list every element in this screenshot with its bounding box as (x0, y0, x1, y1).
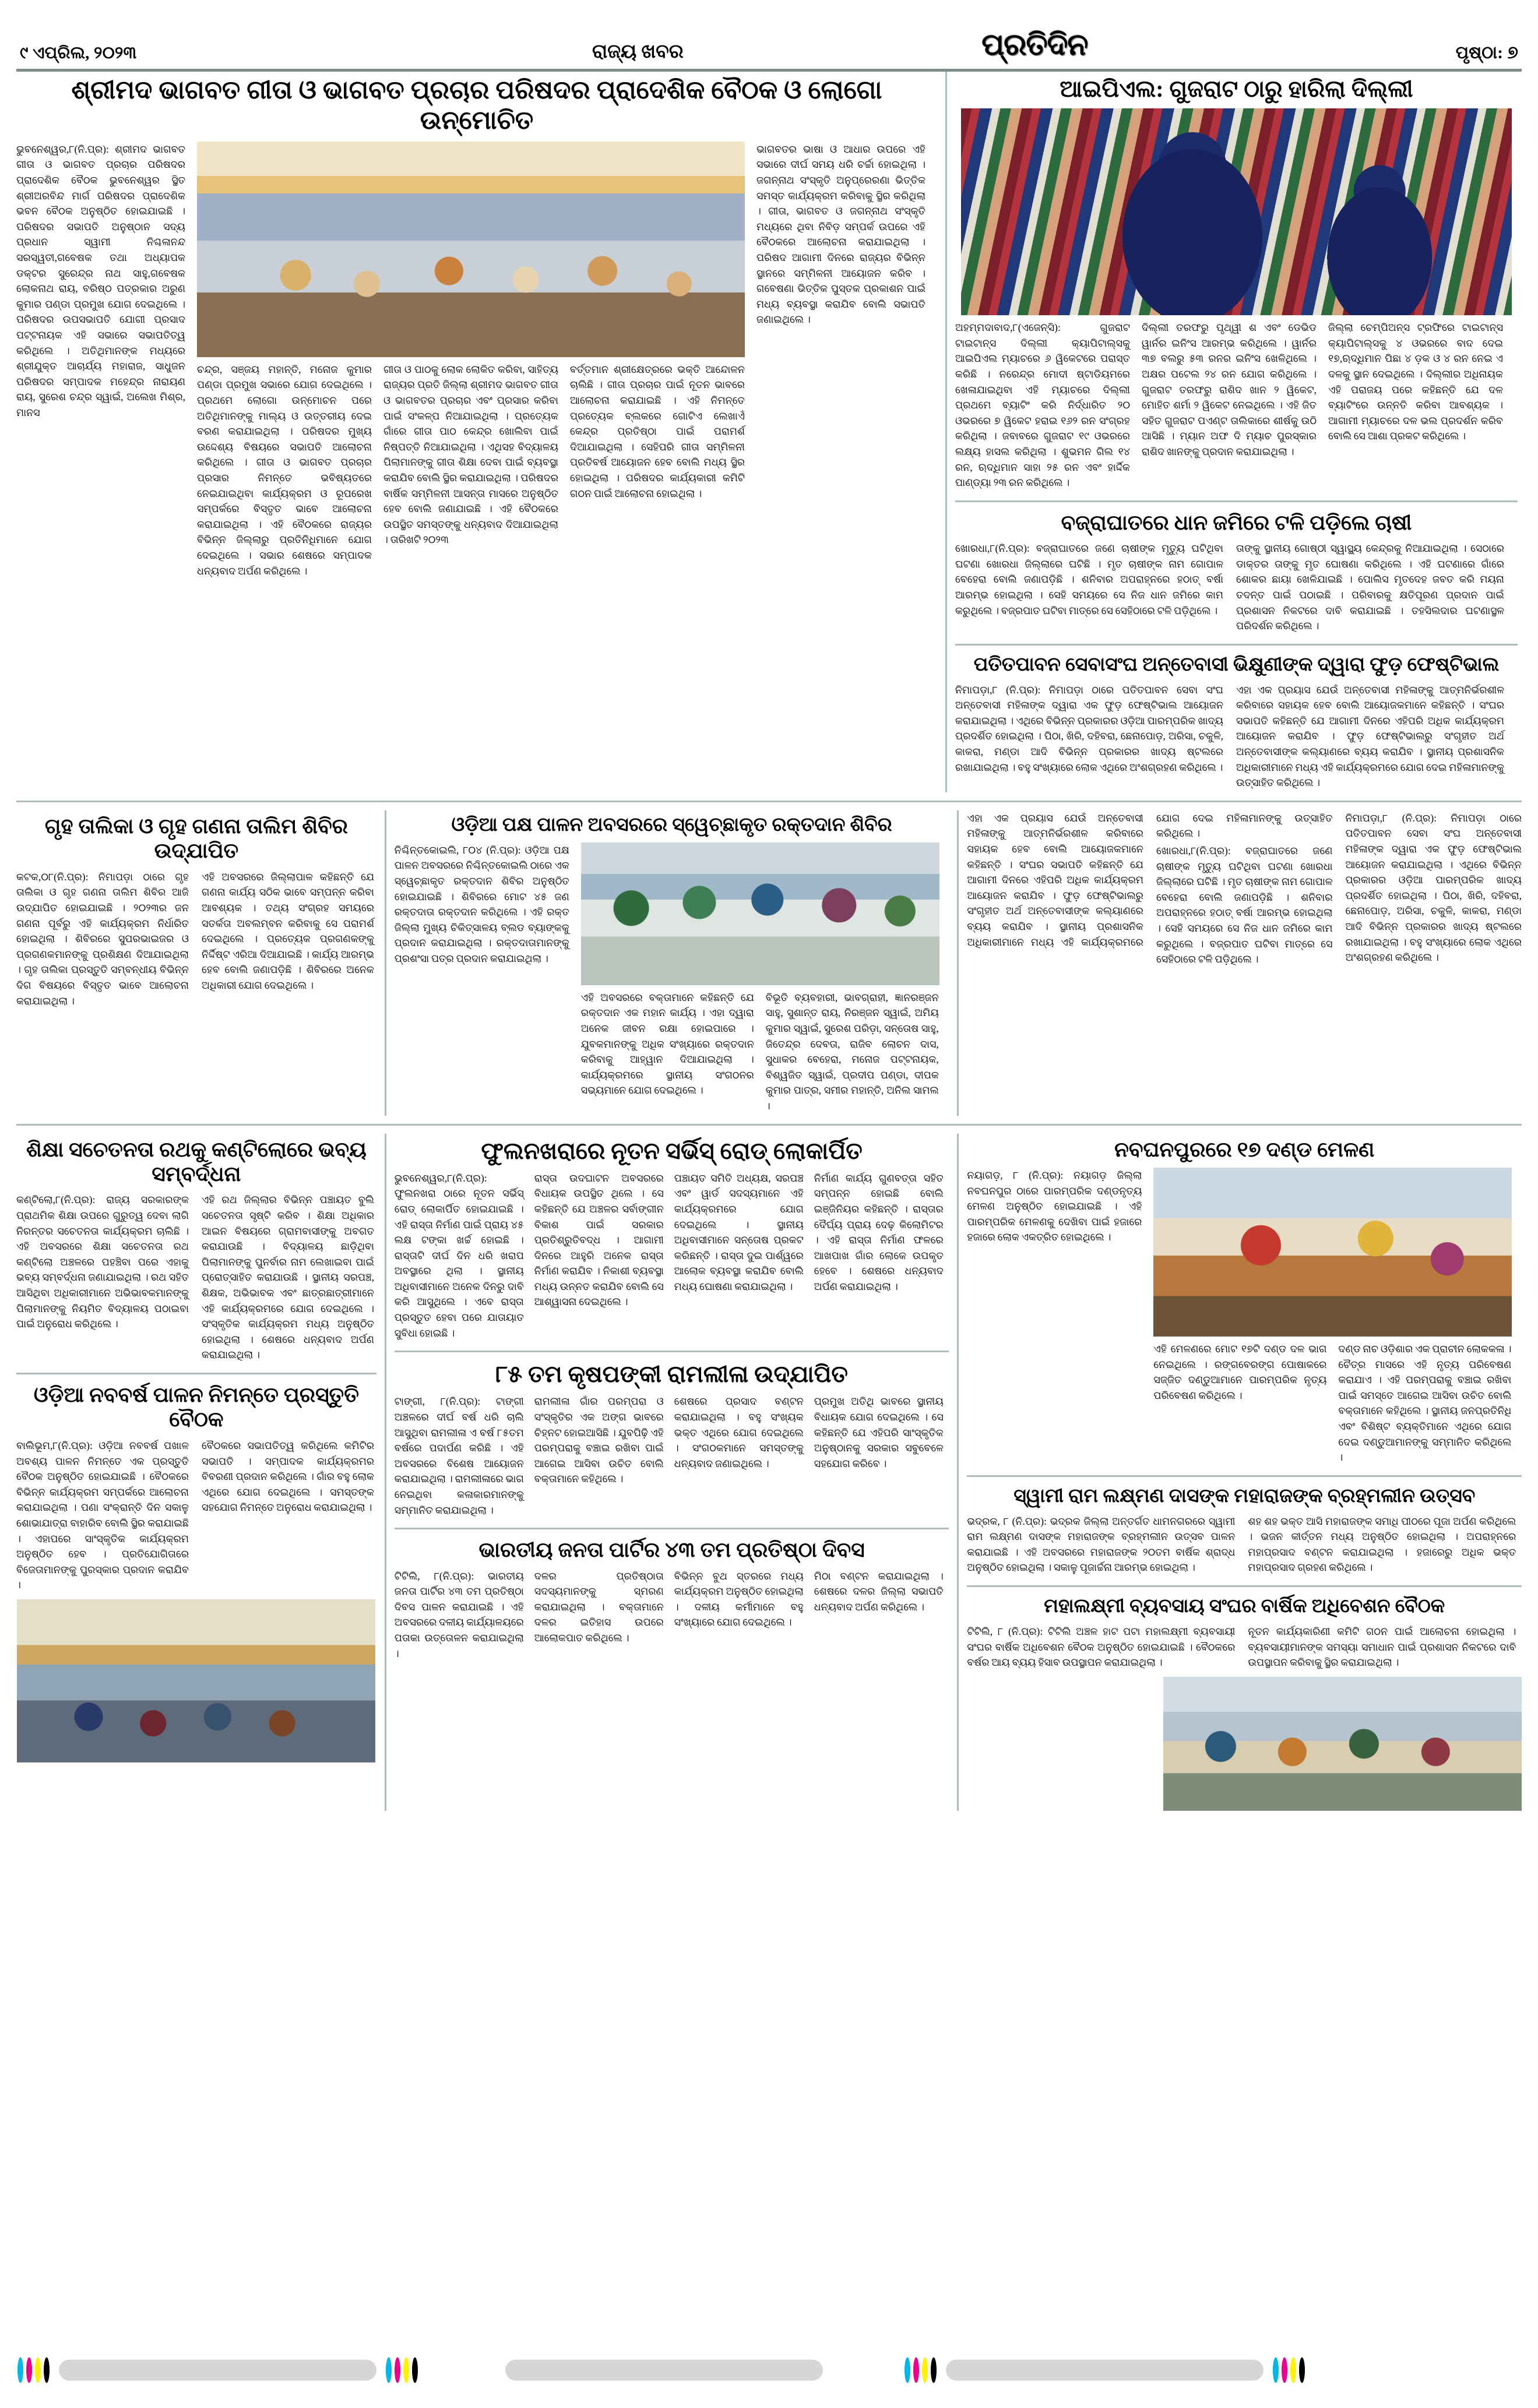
zone-middle (16, 810, 1522, 1116)
paragraph: ଏହି ମେଳଣରେ ମୋଟ ୧୭ଟି ଦଣ୍ଡ ଦଳ ଭାଗ ନେଇଥିଲେ । ରଙ୍ଗବେରଙ୍ଗ ପୋଷାକରେ ସଜ୍ଜିତ ଦଣ୍ଡୁଆମାନେ ପାରମ୍ପରିକ ନୃତ୍ୟ ପରିବେଷଣ କରିଥିଲେ । (1153, 1343, 1327, 1401)
article-bajra-col1 (955, 541, 1223, 636)
article-bjp-col4 (814, 1568, 944, 1663)
cyan-mark (17, 2357, 23, 2383)
paragraph: ବର୍ତ୍ତମାନ ଶ୍ରୀକ୍ଷେତ୍ରରେ ଭକ୍ତି ଆନ୍ଦୋଳନ ଚାଲିଛି । ଗୀତା ପ୍ରଚାର ପାଇଁ ନୂତନ ଭାବରେ ଆଲୋଚନା କରାଯାଇଛି । ଏହି ନିମନ୍ତେ ପ୍ରତ୍ୟେକ ବ୍ଲକରେ ଗୋଟିଏ ଲେଖାଏଁ କେନ୍ଦ୍ର ପ୍ରତିଷ୍ଠା ପାଇଁ ପରାମର୍ଶ ଦିଆଯାଇଥିଲା । ସେହିପରି ଗୀତା ସମ୍ମିଳନୀ ପ୍ରତିବର୍ଷ ଆୟୋଜନ ହେବ ବୋଲି ମଧ୍ୟ ସ୍ଥିର ହୋଇଥିଲା । ପରିଷଦର କାର୍ଯ୍ୟକାରୀ କମିଟି ଗଠନ ପାଇଁ ଆଲୋଚନା ହୋଇଥିଲା । (570, 363, 745, 499)
cmyk-marks-3 (905, 2357, 937, 2383)
paragraph: ବୈଠକରେ ସଭାପତିତ୍ୱ କରିଥିଲେ କମିଟିର ସଭାପତି । ସମ୍ପାଦକ କାର୍ଯ୍ୟକ୍ରମର ବିବରଣୀ ପ୍ରଦାନ କରିଥିଲେ । ଗାଁର ବହୁ ଲୋକ ଏଥିରେ ଯୋଗ ଦେଇଥିଲେ । ସମସ୍ତଙ୍କ ସହଯୋଗ ନିମନ୍ତେ ଅନୁରୋଧ କରାଯାଇଥିଲା । (202, 1439, 374, 1514)
article-gruha-col2 (202, 869, 374, 1010)
column-divider (385, 1134, 386, 1811)
article-odia-blood-col2 (581, 990, 754, 1116)
article-service-road-headline: ଫୁଲନଖରାରେ ନୂତନ ସର୍ଭିସ୍ ରୋଡ୍ ଲୋକାର୍ପିତ (481, 1137, 863, 1164)
article-service-road-col2 (534, 1170, 664, 1343)
grey-bar-2 (505, 2360, 823, 2381)
paragraph: ଏହି ଅବସରରେ ବକ୍ତାମାନେ କହିଛନ୍ତି ଯେ ରକ୍ତଦାନ ଏକ ମହାନ କାର୍ଯ୍ୟ । ଏହା ଦ୍ୱାରା ଅନେକ ଜୀବନ ରକ୍ଷା ହୋଇପାରେ । ଯୁବକମାନଙ୍କୁ ଅଧିକ ସଂଖ୍ୟାରେ ରକ୍ତଦାନ କରିବାକୁ ଆହ୍ୱାନ ଦିଆଯାଇଥିଲା । କାର୍ଯ୍ୟକ୍ରମରେ ସ୍ଥାନୀୟ ସଂଗଠନର ସଭ୍ୟମାନେ ଯୋଗ ଦେଇଥିଲେ । (580, 991, 754, 1097)
yellow-mark (403, 2357, 409, 2383)
yellow-mark (922, 2357, 928, 2383)
content-grid (0, 72, 1538, 1811)
article-ipl-col2 (1142, 320, 1317, 492)
article-nabarsha-headline: ଓଡ଼ିଆ ନବବର୍ଷ ପାଳନ ନିମନ୍ତେ ପ୍ରସ୍ତୁତି ବୈଠକ (33, 1383, 359, 1432)
article-odia-blood-credits (766, 990, 939, 1116)
section-title: ରାଜ୍ୟ ଖବର (592, 41, 684, 62)
article-nabaghana-headline: ନବଘନପୁରରେ ୧୭ ଦଣ୍ଡ ମେଳଣ (1114, 1137, 1375, 1161)
article-food-continued (967, 810, 1522, 979)
paragraph: ଭୁବନେଶ୍ୱର,୮(ନି.ପ୍ର): ଶ୍ରୀମଦ ଭାଗବତ ଗୀତା ଓ ଭାଗବତ ପ୍ରଚାର ପରିଷଦର ପ୍ରାଦେଶିକ ବୈଠକ ଭୁବନେଶ୍ୱର ସ୍ଥିତ ଶ୍ରୀଅରବିନ୍ଦ ମାର୍ଗ ପରିଷଦର ପ୍ରାଦେଶିକ ଭବନ ବୈଠକ ଅନୁଷ୍ଠିତ ହୋଇଯାଇଛି । ପରିଷଦର ସଭାପତି ଅନୁଷ୍ଠାନ ସଦ୍ୟ ପ୍ରଧାନ ସ୍ୱାମୀ ନିଶ୍ଚଳାନନ୍ଦ ସରସ୍ୱତୀ,ଗବେଷକ ତଥା ଅଧ୍ୟାପକ ଡକ୍ଟର ସୁରେନ୍ଦ୍ର ନାଥ ସାହୁ,ଗବେଷକ ଲୋକନାଥ ରାୟ, ବରିଷ୍ଠ ପତ୍ରକାର ଅରୁଣ କୁମାର ପଣ୍ଡା ପ୍ରମୁଖ ଯୋଗ ଦେଇଥିଲେ । ପରିଷଦର ଉପସଭାପତି ଯୋଗୀ ପ୍ରସାଦ ପଟ୍ଟନାୟକ ଏହି ସଭାରେ ସଭାପତିତ୍ୱ କରିଥିଲେ । ଅତିଥିମାନଙ୍କ ମଧ୍ୟରେ ଶ୍ରୀଯୁକ୍ତ ଆଚାର୍ଯ୍ୟ ମହାରାଜ, ସାଧୁଜନ ପରିଷଦର ସମ୍ପାଦକ ମହେନ୍ଦ୍ର ନାରାୟଣ ରାୟ, ସୁରେଶ ଚନ୍ଦ୍ର ସ୍ୱାଇଁ, ଅଲେଖ ମିଶ୍ର, ମାନସ (16, 143, 185, 418)
article-mahalaxmi-headline: ମହାଲକ୍ଷ୍ମୀ ବ୍ୟବସାୟ ସଂଘର ବାର୍ଷିକ ଅଧିବେଶନ ବୈଠକ (1044, 1596, 1445, 1617)
article-food (955, 654, 1518, 792)
article-shiksha (16, 1137, 376, 1365)
grey-bar-3 (946, 2360, 1264, 2381)
article-gruha (16, 810, 376, 1116)
article-swami-col1 (967, 1514, 1235, 1577)
article-shiksha-col1 (16, 1192, 189, 1365)
zone-top (16, 72, 1522, 792)
article-odia-blood-col1 (395, 842, 569, 1116)
section-divider (395, 1528, 949, 1529)
article-service-road (395, 1137, 949, 1343)
article-nabaghana-col1 (967, 1168, 1142, 1467)
article-food-col2 (1236, 682, 1504, 792)
paragraph: ପଞ୍ଚାୟତ ସମିତି ଅଧ୍ୟକ୍ଷ, ସରପଞ୍ଚ ଏବଂ ୱାର୍ଡ ସଦସ୍ୟମାନେ ଏହି କାର୍ଯ୍ୟକ୍ରମରେ ଯୋଗ ଦେଇଥିଲେ । ସ୍ଥାନୀୟ ଅଧିବାସୀମାନେ ସନ୍ତୋଷ ପ୍ରକଟ କରିଛନ୍ତି । ରାସ୍ତା ଦୁଇ ପାର୍ଶ୍ୱରେ ଆଲୋକ ବ୍ୟବସ୍ଥା କରାଯିବ ବୋଲି ମଧ୍ୟ ଘୋଷଣା କରାଯାଇଥିଲା । (674, 1172, 804, 1292)
paragraph: ବାଲିଭୂମ,୮(ନି.ପ୍ର): ଓଡ଼ିଆ ନବବର୍ଷ ପଖାଳ ଅବଶ୍ୟ ପାଳନ ନିମନ୍ତେ ଏକ ପ୍ରସ୍ତୁତି ବୈଠକ ଅନୁଷ୍ଠିତ ହୋଇଯାଇଛି । ବୈଠକରେ ବିଭିନ୍ନ କାର୍ଯ୍ୟକ୍ରମ ସମ୍ପର୍କରେ ଆଲୋଚନା କରାଯାଇଥିଲା । ପଣା ସଂକ୍ରାନ୍ତି ଦିନ ସକାଳୁ ଶୋଭାଯାତ୍ରା ବାହାରିବ ବୋଲି ସ୍ଥିର କରାଯାଇଛି । ଏହାପରେ ସାଂସ୍କୃତିକ କାର୍ଯ୍ୟକ୍ରମ ଅନୁଷ୍ଠିତ ହେବ । ପ୍ରତିଯୋଗିତାରେ ବିଜେତାମାନଙ୍କୁ ପୁରସ୍କାର ପ୍ରଦାନ କରାଯିବ । (16, 1439, 189, 1591)
paragraph: ନିମାପଡ଼ା,୮ (ନି.ପ୍ର): ନିମାପଡ଼ା ଠାରେ ପତିତପାବନ ସେବା ସଂଘ ଅନ୍ତେବାସୀ ମହିଳାଙ୍କ ଦ୍ୱାରା ଏକ ଫୁଡ଼ ଫେଷ୍ଟିଭାଲ ଆୟୋଜନ କରାଯାଇଥିଲା । ଏଥିରେ ବିଭିନ୍ନ ପ୍ରକାରର ଓଡ଼ିଆ ପାରମ୍ପରିକ ଖାଦ୍ୟ ପ୍ରଦର୍ଶିତ ହୋଇଥିଲା । ପିଠା, ଖିରି, ଦହିବରା, ଛେନାପୋଡ଼, ଅରିସା, ଚକୁଳି, କାକରା, ମଣ୍ଡା ଆଦି ବିଭିନ୍ନ ପ୍ରକାରର ଖାଦ୍ୟ ଷ୍ଟଲରେ ରଖାଯାଇଥିଲା । ବହୁ ସଂଖ୍ୟାରେ ଲୋକ ଏଥିରେ ଅଂଶଗ୍ରହଣ କରିଥିଲେ । (955, 683, 1223, 773)
article-swami-headline: ସ୍ୱାମୀ ରାମ ଲକ୍ଷ୍ମଣ ଦାସଙ୍କ ମହାରାଜଙ୍କ ବ୍ରହ୍ମଲୀନ ଉତ୍ସବ (1013, 1485, 1476, 1507)
article-bjp-col3 (674, 1568, 804, 1663)
section-divider (967, 1475, 1522, 1477)
black-mark (931, 2357, 937, 2383)
article-ipl-col3 (1328, 320, 1503, 492)
zone-top-right (955, 72, 1518, 792)
cmyk-marks-2 (386, 2357, 418, 2383)
cyan-mark (386, 2357, 392, 2383)
meeting-photo (197, 142, 745, 357)
article-ipl (955, 75, 1518, 492)
article-mahalaxmi-col1 (967, 1624, 1235, 1672)
article-gruha-headline: ଗୃହ ତାଲିକା ଓ ଗୃହ ଗଣନା ତାଲିମ ଶିବିର ଉଦ୍‌ଯାପିତ (44, 814, 348, 863)
article-swami (967, 1485, 1522, 1577)
dance-festival-photo (1153, 1168, 1512, 1337)
article-gita-col2 (197, 362, 372, 580)
paragraph: ଭଦ୍ରକ, ୮ (ନି.ପ୍ର): ଭଦ୍ରକ ଜିଲ୍ଲା ଅନ୍ତର୍ଗତ ଧାମନଗରରେ ସ୍ୱାମୀ ରାମ ଲକ୍ଷ୍ମଣ ଦାସଙ୍କ ମହାରାଜଙ୍କ ବ୍ରହ୍ମଲୀନ ଉତ୍ସବ ପାଳନ କରାଯାଇଛି । ଏହି ଅବସରରେ ମହାରାଜଙ୍କ ୨୦ତମ ବାର୍ଷିକ ଶ୍ରାଦ୍ଧ ଅନୁଷ୍ଠିତ ହୋଇଥିଲା । ସକାଳୁ ପୂଜାର୍ଚ୍ଚନା ଆରମ୍ଭ ହୋଇଥିଲା । (967, 1515, 1236, 1574)
paragraph: ଟାଙ୍ଗୀ, ୮(ନି.ପ୍ର): ଟାଙ୍ଗୀ ଅଞ୍ଚଳରେ ଦୀର୍ଘ ବର୍ଷ ଧରି ଚାଲି ଆସୁଥିବା ରାମଲୀଳା ଏ ବର୍ଷ ୮୫ତମ ବର୍ଷରେ ପଦାର୍ପଣ କରିଛି । ଏହି ଅବସରରେ ବିଶେଷ ଆୟୋଜନ କରାଯାଇଥିଲା । ରାମଲୀଳାରେ ଭାଗ ନେଇଥିବା କଳାକାରମାନଙ୍କୁ ସମ୍ମାନିତ କରାଯାଇଥିଲା । (394, 1395, 524, 1516)
article-ramleela-col2 (534, 1394, 664, 1519)
zone-lower-center (395, 1134, 949, 1811)
section-divider (16, 1373, 376, 1374)
paragraph: କଟକ,୦୮(ନି.ପ୍ର): ନିମାପଡ଼ା ଠାରେ ଗୃହ ତାଲିକା ଓ ଗୃହ ଗଣନା ତାଲିମ ଶିବିର ଆଜି ଉଦ୍‌ଯାପିତ ହୋଇଯାଇଛି । ୨୦୨୩ର ଜନ ଗଣନା ପୂର୍ବରୁ ଏହି କାର୍ଯ୍ୟକ୍ରମ ନିର୍ଧାରିତ ହୋଇଥିଲା । ଶିବିରରେ ସୁପରଭାଇଜର ଓ ପ୍ରଗଣକମାନଙ୍କୁ ପ୍ରଶିକ୍ଷଣ ଦିଆଯାଇଥିଲା । ଗୃହ ତାଲିକା ପ୍ରସ୍ତୁତି ସମ୍ବନ୍ଧୀୟ ବିଭିନ୍ନ ଦିଗ ବିଷୟରେ ବିସ୍ତୃତ ଭାବେ ଆଲୋଚନା କରାଯାଇଥିଲା । (16, 870, 189, 1007)
article-bjp-headline: ଭାରତୀୟ ଜନତା ପାର୍ଟିର ୪୩ ତମ ପ୍ରତିଷ୍ଠା ଦିବସ (478, 1538, 865, 1562)
paragraph: ମିଠା ବଣ୍ଟନ କରାଯାଇଥିଲା । ଶେଷରେ ଦଳର ଜିଲ୍ଲା ସଭାପତି ଧନ୍ୟବାଦ ଅର୍ପଣ କରିଥିଲେ । (814, 1570, 944, 1613)
black-mark (412, 2357, 418, 2383)
group-meeting-photo (1163, 1677, 1522, 1811)
paragraph: ଏହା ଏକ ପ୍ରୟାସ ଯେଉଁ ଅନ୍ତେବାସୀ ମହିଳାଙ୍କୁ ଆତ୍ମନିର୍ଭରଶୀଳ କରିବାରେ ସହାୟକ ହେବ ବୋଲି ଆୟୋଜକମାନେ କହିଛନ୍ତି । ସଂଘର ସଭାପତି କହିଛନ୍ତି ଯେ ଆଗାମୀ ଦିନରେ ଏହିପରି ଅଧିକ କାର୍ଯ୍ୟକ୍ରମ ଆୟୋଜନ କରାଯିବ । ଫୁଡ଼ ଫେଷ୍ଟିଭାଲରୁ ସଂଗୃହୀତ ଅର୍ଥ ଅନ୍ତେବାସୀଙ୍କ କଲ୍ୟାଣରେ ବ୍ୟୟ କରାଯିବ । ସ୍ଥାନୀୟ ପ୍ରଶାସନିକ ଅଧିକାରୀମାନେ ମଧ୍ୟ ଏହି କାର୍ଯ୍ୟକ୍ରମରେ ଯୋଗ ଦେଇ ମହିଳାମାନଙ୍କୁ ଉତ୍ସାହିତ କରିଥିଲେ । (1236, 683, 1504, 789)
grey-bar-1 (59, 2360, 376, 2381)
registration-bar (0, 2350, 1538, 2391)
article-ramleela-headline: ୮୫ ତମ କୃଷପଙ୍କୀ ରାମଲୀଳା ଉଦ୍‌ଯାପିତ (495, 1361, 848, 1388)
paragraph: ଶେଷରେ ପ୍ରସାଦ ବଣ୍ଟନ କରାଯାଇଥିଲା । ବହୁ ସଂଖ୍ୟକ ଭକ୍ତ ଏଥିରେ ଯୋଗ ଦେଇଥିଲେ । ସଂଗଠକମାନେ ସମସ୍ତଙ୍କୁ ଧନ୍ୟବାଦ ଜଣାଇଥିଲେ । (674, 1395, 804, 1469)
school-meeting-photo (17, 1599, 375, 1762)
paragraph: କଣ୍ଟିଲୋ,୮(ନି.ପ୍ର): ରାଜ୍ୟ ସରକାରଙ୍କ ପ୍ରାଥମିକ ଶିକ୍ଷା ଉପରେ ଗୁରୁତ୍ୱ ଦେବା ଲାଗି ନିରନ୍ତର ସଚେତନତା କାର୍ଯ୍ୟକ୍ରମ ଚାଲିଛି । ଏହି ଅବସରରେ ଶିକ୍ଷା ସଚେତନତା ରଥ କଣ୍ଟିଲୋ ଅଞ୍ଚଳରେ ପହଞ୍ଚିବା ପରେ ଏହାକୁ ଭବ୍ୟ ସମ୍ବର୍ଦ୍ଧନା ଜଣାଯାଇଥିଲା । ରଥ ସହିତ ଆସିଥିବା ଅଧିକାରୀମାନେ ଅଭିଭାବକମାନଙ୍କୁ ପିଲାମାନଙ୍କୁ ନିୟମିତ ବିଦ୍ୟାଳୟ ପଠାଇବା ପାଇଁ ଅନୁରୋଧ କରିଥିଲେ । (16, 1194, 189, 1330)
paragraph: ଏହି ରଥ ଜିଲ୍ଲାର ବିଭିନ୍ନ ପଞ୍ଚାୟତ ବୁଲି ସଚେତନତା ସୃଷ୍ଟି କରିବ । ଶିକ୍ଷା ଅଧିକାର ଆଇନ ବିଷୟରେ ଗ୍ରାମବାସୀଙ୍କୁ ଅବଗତ କରାଯାଉଛି । ବିଦ୍ୟାଳୟ ଛାଡ଼ିଥିବା ପିଲାମାନଙ୍କୁ ପୁନର୍ବାର ନାମ ଲେଖାଇବା ପାଇଁ ପ୍ରୋତ୍ସାହିତ କରାଯାଉଛି । ସ୍ଥାନୀୟ ସରପଞ୍ଚ, ଶିକ୍ଷକ, ଅଭିଭାବକ ଏବଂ ଛାତ୍ରଛାତ୍ରୀମାନେ ଏହି କାର୍ଯ୍ୟକ୍ରମରେ ଯୋଗ ଦେଇଥିଲେ । ସଂସ୍କୃତିକ କାର୍ଯ୍ୟକ୍ରମ ମଧ୍ୟ ଅନୁଷ୍ଠିତ ହୋଇଥିଲା । ଶେଷରେ ଧନ୍ୟବାଦ ଅର୍ପଣ କରାଯାଇଥିଲା । (202, 1194, 374, 1361)
paragraph: ନିର୍ମାଣ କାର୍ଯ୍ୟ ଗୁଣବତ୍ତା ସହିତ ସମ୍ପନ୍ନ ହୋଇଛି ବୋଲି ଇଞ୍ଜିନିୟର କହିଛନ୍ତି । ରାସ୍ତାର ଦୈର୍ଘ୍ୟ ପ୍ରାୟ ଦେଢ଼ କିଲୋମିଟର । ଏହି ରାସ୍ତା ନିର୍ମାଣ ଫଳରେ ଆଖପାଖ ଗାଁର ଲୋକେ ଉପକୃତ ହେବେ । ଶେଷରେ ଧନ୍ୟବାଦ ଅର୍ପଣ କରାଯାଇଥିଲା । (814, 1172, 944, 1292)
paragraph: ତାଙ୍କୁ ସ୍ଥାନୀୟ ଗୋଷ୍ଠୀ ସ୍ୱାସ୍ଥ୍ୟ କେନ୍ଦ୍ରକୁ ନିଆଯାଇଥିଲା । ସେଠାରେ ଡାକ୍ତର ତାଙ୍କୁ ମୃତ ଘୋଷଣା କରିଥିଲେ । ଏହି ଘଟଣାରେ ଗାଁରେ ଶୋକର ଛାୟା ଖେଳିଯାଇଛି । ପୋଲିସ ମୃତଦେହ ଜବତ କରି ମୟନା ତଦନ୍ତ ପାଇଁ ପଠାଇଛି । ପରିବାରକୁ କ୍ଷତିପୂରଣ ପ୍ରଦାନ ପାଇଁ ପ୍ରଶାସନ ନିକଟରେ ଦାବି କରାଯାଇଛି । ତହସିଲଦାର ଘଟଣାସ୍ଥଳ ପରିଦର୍ଶନ କରିଥିଲେ । (1236, 542, 1504, 632)
yellow-mark (35, 2357, 41, 2383)
article-service-road-col1 (395, 1170, 524, 1343)
magenta-mark (26, 2357, 32, 2383)
cricket-photo (961, 108, 1512, 315)
newspaper-logo: ପ୍ରତିଦିନ (981, 29, 1088, 62)
article-ipl-col1 (955, 320, 1130, 492)
article-ramleela-col3 (674, 1394, 804, 1519)
article-swami-col2 (1248, 1514, 1516, 1577)
article-gita (16, 72, 937, 792)
column-divider (957, 810, 959, 1116)
magenta-mark (1282, 2357, 1287, 2383)
article-food-headline: ପତିତପାବନ ସେବାସଂଘ ଅନ୍ତେବାସୀ ଭିକ୍ଷୁଣୀଙ୍କ ଦ୍ୱାରା ଫୁଡ଼ ଫେଷ୍ଟିଭାଲ (973, 654, 1500, 675)
article-gruha-col1 (16, 869, 189, 1010)
paragraph: ଚନ୍ଦ୍ର, ସଞ୍ଜୟ ମହାନ୍ତି, ମନୋଜ କୁମାର ପଣ୍ଡା ପ୍ରମୁଖ ସଭାରେ ଯୋଗ ଦେଇଥିଲେ । ପ୍ରଥମେ ଲୋଗୋ ଉନ୍ମୋଚନ ପରେ ଅତିଥିମାନଙ୍କୁ ମାଲ୍ୟ ଓ ଉତ୍ତରୀୟ ଦେଇ ବରଣ କରାଯାଇଥିଲା । ପରିଷଦର ମୁଖ୍ୟ ଉଦ୍ଦେଶ୍ୟ ବିଷୟରେ ସଭାପତି ଆଲୋଚନା କରିଥିଲେ । ଗୀତା ଓ ଭାଗବତ ପ୍ରଚାର ପ୍ରସାର ନିମନ୍ତେ ଭବିଷ୍ୟତରେ ନେଇଯାଇଥିବା କାର୍ଯ୍ୟକ୍ରମ ଓ ରୂପରେଖ ସମ୍ପର୍କରେ ବିସ୍ତୃତ ଭାବେ ଆଲୋଚନା କରାଯାଇଥିଲା । ଏହି ବୈଠକରେ ରାଜ୍ୟର ବିଭିନ୍ନ ଜିଲ୍ଲାରୁ ପ୍ରତିନିଧିମାନେ ଯୋଗ ଦେଇଥିଲେ । ସଭାର ଶେଷରେ ସମ୍ପାଦକ ଧନ୍ୟବାଦ ଅର୍ପଣ କରିଥିଲେ । (197, 363, 372, 577)
article-gita-col5 (756, 142, 925, 580)
cyan-mark (905, 2357, 910, 2383)
cmyk-marks-1 (17, 2357, 50, 2383)
article-bjp-col2 (534, 1568, 664, 1663)
paragraph: ପ୍ରମୁଖ ଅତିଥି ଭାବରେ ସ୍ଥାନୀୟ ବିଧାୟକ ଯୋଗ ଦେଇଥିଲେ । ସେ କହିଛନ୍ତି ଯେ ଏହିପରି ସାଂସ୍କୃତିକ ଅନୁଷ୍ଠାନକୁ ସରକାର ସବୁବେଳେ ସହଯୋଗ କରିବେ । (814, 1395, 944, 1469)
zone-middle-right (967, 810, 1522, 1116)
article-mahalaxmi (967, 1595, 1522, 1811)
paragraph: ନିମାପଡ଼ା,୮ (ନି.ପ୍ର): ନିମାପଡ଼ା ଠାରେ ପତିତପାବନ ସେବା ସଂଘ ଅନ୍ତେବାସୀ ମହିଳାଙ୍କ ଦ୍ୱାରା ଏକ ଫୁଡ଼ ଫେଷ୍ଟିଭାଲ ଆୟୋଜନ କରାଯାଇଥିଲା । ଏଥିରେ ବିଭିନ୍ନ ପ୍ରକାରର ଓଡ଼ିଆ ପାରମ୍ପରିକ ଖାଦ୍ୟ ପ୍ରଦର୍ଶିତ ହୋଇଥିଲା । ପିଠା, ଖିରି, ଦହିବରା, ଛେନାପୋଡ଼, ଅରିସା, ଚକୁଳି, କାକରା, ମଣ୍ଡା ଆଦି ବିଭିନ୍ନ ପ୍ରକାରର ଖାଦ୍ୟ ଷ୍ଟଲରେ ରଖାଯାଇଥିଲା । ବହୁ ସଂଖ୍ୟାରେ ଲୋକ ଏଥିରେ ଅଂଶଗ୍ରହଣ କରିଥିଲେ । (1345, 812, 1522, 964)
magenta-mark (395, 2357, 400, 2383)
zone-lower (16, 1134, 1522, 1811)
article-ramleela (395, 1360, 949, 1519)
article-odia-blood (395, 810, 949, 1116)
article-nabaghana-col2 (1153, 1341, 1326, 1467)
article-shiksha-headline: ଶିକ୍ଷା ସଚେତନତା ରଥକୁ କଣ୍ଟିଲୋରେ ଭବ୍ୟ ସମ୍ବର୍ଦ୍ଧନା (26, 1137, 367, 1186)
publication-date: ୯ ଏପ୍ରିଲ, ୨୦୨୩ (20, 44, 137, 62)
zone-divider (16, 1124, 1522, 1126)
zone-lower-left (16, 1134, 376, 1811)
masthead (0, 0, 1538, 69)
zone-divider (16, 801, 1522, 802)
article-ramleela-col1 (395, 1394, 524, 1519)
paragraph: ଖୋରଧା,୮(ନି.ପ୍ର): ବଜ୍ରାଘାତରେ ଜଣେ ଚାଷୀଙ୍କ ମୃତ୍ୟୁ ଘଟିଥିବା ଘଟଣା ଖୋରଧା ଜିଲ୍ଲାରେ ଘଟିଛି । ମୃତ ଚାଷୀଙ୍କ ନାମ ଗୋପାଳ ବେହେରା ବୋଲି ଜଣାପଡ଼ିଛି । ଶନିବାର ଅପରାହ୍ନରେ ହଠାତ୍ ବର୍ଷା ଆରମ୍ଭ ହୋଇଥିଲା । ସେହି ସମୟରେ ସେ ନିଜ ଧାନ ଜମିରେ କାମ କରୁଥିଲେ । ବଜ୍ରପାତ ଘଟିବା ମାତ୍ରେ ସେ ସେହିଠାରେ ଟଳି ପଡ଼ିଥିଲେ । (955, 542, 1223, 616)
paragraph: ଶହ ଶହ ଭକ୍ତ ଆସି ମହାରାଜଙ୍କ ସମାଧି ପୀଠରେ ପୂଜା ଅର୍ପଣ କରିଥିଲେ । ଭଜନ କୀର୍ତ୍ତନ ମଧ୍ୟ ଅନୁଷ୍ଠିତ ହୋଇଥିଲା । ଅପରାହ୍ନରେ ମହାପ୍ରସାଦ ବଣ୍ଟନ କରାଯାଇଥିଲା । ହଜାରେରୁ ଅଧିକ ଭକ୍ତ ମହାପ୍ରସାଦ ଗ୍ରହଣ କରିଥିଲେ । (1248, 1515, 1516, 1574)
column-divider (385, 810, 386, 1116)
article-bjp-col1 (395, 1568, 524, 1663)
article-odia-blood-headline: ଓଡ଼ିଆ ପକ୍ଷ ପାଳନ ଅବସରରେ ସ୍ୱେଚ୍ଛାକୃତ ରକ୍ତଦାନ ଶିବିର (451, 814, 892, 835)
article-nabaghana (967, 1137, 1522, 1467)
paragraph: ଦଳର ପ୍ରତିଷ୍ଠାତା ସଦସ୍ୟମାନଙ୍କୁ ସ୍ମରଣ କରାଯାଇଥିଲା । ବକ୍ତାମାନେ ଦଳର ଇତିହାସ ଉପରେ ଆଲୋକପାତ କରିଥିଲେ । (534, 1570, 664, 1644)
article-bajra-col2 (1236, 541, 1504, 636)
paragraph: ଖୋରଧା,୮(ନି.ପ୍ର): ବଜ୍ରାଘାତରେ ଜଣେ ଚାଷୀଙ୍କ ମୃତ୍ୟୁ ଘଟିଥିବା ଘଟଣା ଖୋରଧା ଜିଲ୍ଲାରେ ଘଟିଛି । ମୃତ ଚାଷୀଙ୍କ ନାମ ଗୋପାଳ ବେହେରା ବୋଲି ଜଣାପଡ଼ିଛି । ଶନିବାର ଅପରାହ୍ନରେ ହଠାତ୍ ବର୍ଷା ଆରମ୍ଭ ହୋଇଥିଲା । ସେହି ସମୟରେ ସେ ନିଜ ଧାନ ଜମିରେ କାମ କରୁଥିଲେ । ବଜ୍ରପାତ ଘଟିବା ମାତ୍ରେ ସେ ସେହିଠାରେ ଟଳି ପଡ଼ିଥିଲେ । (1156, 845, 1333, 965)
paragraph: ଅହମ୍ମଦାବାଦ,୮(ଏଜେନ୍ସି): ଗୁଜରାଟ ଟାଇଟାନ୍ସ ଦିଲ୍ଲୀ କ୍ୟାପିଟାଲ୍ସକୁ ଆଇପିଏଲ ମ୍ୟାଚରେ ୬ ୱିକେଟରେ ପରାସ୍ତ କରିଛି । ନରେନ୍ଦ୍ର ମୋଦୀ ଷ୍ଟାଡିୟମରେ ଖେଳାଯାଇଥିବା ଏହି ମ୍ୟାଚରେ ଦିଲ୍ଲୀ ପ୍ରଥମେ ବ୍ୟାଟିଂ କରି ନିର୍ଦ୍ଧାରିତ ୨୦ ଓଭରରେ ୭ ୱିକେଟ ହରାଇ ୧୬୨ ରନ ସଂଗ୍ରହ କରିଥିଲା । ଜବାବରେ ଗୁଜରାଟ ୧୯ ଓଭରରେ ଲକ୍ଷ୍ୟ ହାସଲ କରିଥିଲା । ଶୁଭମନ ଗିଲ ୧୪ ରନ, ଋଦ୍ଧିମାନ ସାହା ୨୫ ରନ ଏବଂ ହାର୍ଦ୍ଦିକ ପାଣ୍ଡ୍ୟା ୨୩ ରନ କରିଥିଲେ । (955, 322, 1130, 489)
article-ipl-headline: ଆଇପିଏଲ: ଗୁଜରାଟ ଠାରୁ ହାରିଲା ଦିଲ୍ଲୀ (1060, 76, 1413, 102)
article-gita-col3 (383, 362, 558, 580)
paragraph: ରାମଲୀଳା ଗାଁର ପରମ୍ପରା ଓ ସଂସ୍କୃତିର ଏକ ଅଙ୍ଗ ଭାବରେ ଚିହ୍ନଟ ହୋଇଆସିଛି । ଯୁବପିଢ଼ି ଏହି ପରମ୍ପରାକୁ ବଞ୍ଚାଇ ରଖିବା ପାଇଁ ଆଗେଇ ଆସିବା ଉଚିତ ବୋଲି ବକ୍ତାମାନେ କହିଥିଲେ । (534, 1395, 664, 1485)
paragraph: ଭୁବନେଶ୍ୱର,୮(ନି.ପ୍ର): ଫୁଲନଖରା ଠାରେ ନୂତନ ସର୍ଭିସ୍ ରୋଡ୍ ଲୋକାର୍ପିତ ହୋଇଯାଇଛି । ଏହି ରାସ୍ତା ନିର୍ମାଣ ପାଇଁ ପ୍ରାୟ ୪୫ ଲକ୍ଷ ଟଙ୍କା ଖର୍ଚ୍ଚ ହୋଇଛି । ରାସ୍ତାଟି ଦୀର୍ଘ ଦିନ ଧରି ଖରାପ ଅବସ୍ଥାରେ ଥିଲା । ସ୍ଥାନୀୟ ଅଧିବାସୀମାନେ ଅନେକ ଦିନରୁ ଦାବି କରି ଆସୁଥିଲେ । ଏବେ ରାସ୍ତା ପ୍ରସ୍ତୁତ ହେବା ପରେ ଯାତାୟାତ ସୁବିଧା ହୋଇଛି । (394, 1172, 524, 1339)
article-gita-headline: ଶ୍ରୀମଦ ଭାଗବତ ଗୀତା ଓ ଭାଗବତ ପ୍ରଚାର ପରିଷଦର ପ୍ରାଦେଶିକ ବୈଠକ ଓ ଲୋଗୋ ଉନ୍ମୋଚିତ (71, 76, 882, 135)
page-number: ପୃଷ୍ଠା: ୭ (1455, 43, 1518, 62)
article-bajra (955, 510, 1518, 636)
paragraph: ଏହି ଅବସରରେ ଜିଲ୍ଲାପାଳ କହିଛନ୍ତି ଯେ ଗଣନା କାର୍ଯ୍ୟ ସଠିକ ଭାବେ ସମ୍ପନ୍ନ କରିବା ଆବଶ୍ୟକ । ତଥ୍ୟ ସଂଗ୍ରହ ସମୟରେ ସତର୍କତା ଅବଲମ୍ବନ କରିବାକୁ ସେ ପରାମର୍ଶ ଦେଇଥିଲେ । ପ୍ରତ୍ୟେକ ପ୍ରଗଣକଙ୍କୁ ନିର୍ଦ୍ଦିଷ୍ଟ ଏରିଆ ଦିଆଯାଇଛି । କାର୍ଯ୍ୟ ଆରମ୍ଭ ହେବ ବୋଲି ଜଣାପଡ଼ିଛି । ଶିବିରରେ ଅନେକ ଅଧିକାରୀ ଯୋଗ ଦେଇଥିଲେ । (202, 870, 374, 991)
paragraph: ଟିଟିଲି, ୮(ନି.ପ୍ର): ଭାରତୀୟ ଜନତା ପାର୍ଟିର ୪୩ ତମ ପ୍ରତିଷ୍ଠା ଦିବସ ପାଳନ କରାଯାଇଛି । ଏହି ଅବସରରେ ଦଳୀୟ କାର୍ଯ୍ୟାଳୟରେ ପତାକା ଉତ୍ତୋଳନ କରାଯାଇଥିଲା । (394, 1570, 524, 1659)
black-mark (1299, 2357, 1305, 2383)
article-nabarsha-col2 (202, 1438, 374, 1595)
paragraph: ଟିଟିଲି, ୮ (ନି.ପ୍ର): ଟିଟିଲି ଅଞ୍ଚଳ ହାଟ ପଟା ମହାଲକ୍ଷ୍ମୀ ବ୍ୟବସାୟୀ ସଂଘର ବାର୍ଷିକ ଅଧିବେଶନ ବୈଠକ ଅନୁଷ୍ଠିତ ହୋଇଯାଇଛି । ବୈଠକରେ ବର୍ଷର ଆୟ ବ୍ୟୟ ହିସାବ ଉପସ୍ଥାପନ କରାଯାଇଥିଲା । (967, 1626, 1236, 1669)
paragraph: ନୂତନ କାର୍ଯ୍ୟକାରିଣୀ କମିଟି ଗଠନ ପାଇଁ ଆଲୋଚନା ହୋଇଥିଲା । ବ୍ୟବସାୟୀମାନଙ୍କ ସମସ୍ୟା ସମାଧାନ ପାଇଁ ପ୍ରଶାସନ ନିକଟରେ ଦାବି ଉପସ୍ଥାପନ କରିବାକୁ ସ୍ଥିର କରାଯାଇଥିଲା । (1248, 1626, 1516, 1669)
cyan-mark (1273, 2357, 1279, 2383)
article-nabarsha-col1 (16, 1438, 189, 1595)
article-mahalaxmi-col2 (1248, 1624, 1516, 1672)
paragraph: ଜିଲ୍ଲା ଚେମ୍ପିଅନ୍ସ ଟ୍ରଫିରେ ଟାଇଟାନ୍ସ କ୍ୟାପିଟାଲ୍ସକୁ ୪ ଓଭରରେ ବାଦ ଦେଇ ୧୭,ଋଦ୍ଧିମାନ ପିଛା ୪ ଡ଼କ ଓ ୪ ରନ ନେଇ ଏ ଦଳକୁ ସ୍ଥାନ ଦେଇଥିଲେ । ଦିଲ୍ଲୀର ଅଧିନାୟକ ଏହି ପରାଜୟ ପରେ କହିଛନ୍ତି ଯେ ଦଳ ବ୍ୟାଟିଂରେ ଉନ୍ନତି କରିବା ଆବଶ୍ୟକ । ଆଗାମୀ ମ୍ୟାଚରେ ଦଳ ଭଲ ପ୍ରଦର୍ଶନ କରିବ ବୋଲି ସେ ଆଶା ପ୍ରକଟ କରିଥିଲେ । (1328, 322, 1503, 442)
paragraph: ବିଭୂତି ବ୍ୟବହାରୀ, ଭାବଗ୍ରାହୀ, ଜ୍ଞାନରଞ୍ଜନ ସାହୁ, ସୁଶାନ୍ତ ରାୟ, ନିରଞ୍ଜନ ସ୍ୱାଇଁ, ଅମିୟ କୁମାର ସ୍ୱାଇଁ, ସୁରେଶ ପରିଡ଼ା, ସନ୍ତୋଷ ସାହୁ, ଜିତେନ୍ଦ୍ର ଦେବତା, ରାଜିବ ଲୋଚନ ଦାସ, ସୁଧାକର ବେହେରା, ମନୋଜ ପଟ୍ଟନାୟକ, ବିଶ୍ୱଜିତ ସ୍ୱାଇଁ, ପ୍ରଦୀପ ପଣ୍ଡା, ଦୀପକ କୁମାର ପାତ୍ର, ସମୀର ମହାନ୍ତି, ଅନିଲ ସାମଲ । (765, 991, 939, 1112)
section-divider (955, 644, 1518, 646)
article-service-road-col3 (674, 1170, 804, 1343)
article-gita-col1 (16, 142, 185, 580)
article-shiksha-col2 (202, 1192, 374, 1365)
paragraph: ନିଶ୍ଚିନ୍ତକୋଇଲି, ୮୦୪ (ନି.ପ୍ର): ଓଡ଼ିଆ ପକ୍ଷ ପାଳନ ଅବସରରେ ନିଶ୍ଚିନ୍ତକୋଇଲି ଠାରେ ଏକ ସ୍ୱେଚ୍ଛାକୃତ ରକ୍ତଦାନ ଶିବିର ଅନୁଷ୍ଠିତ ହୋଇଯାଇଛି । ଶିବିରରେ ମୋଟ ୪୫ ଜଣ ରକ୍ତଦାତା ରକ୍ତଦାନ କରିଥିଲେ । ଏହି ରକ୍ତ ଜିଲ୍ଲା ମୁଖ୍ୟ ଚିକିତ୍ସାଳୟ ବ୍ଲଡ ବ୍ୟାଙ୍କକୁ ପ୍ରଦାନ କରାଯାଇଥିଲା । ରକ୍ତଦାତାମାନଙ୍କୁ ପ୍ରଶଂସା ପତ୍ର ପ୍ରଦାନ କରାଯାଇଥିଲା । (394, 844, 569, 964)
paragraph: ରାସ୍ତା ଉଦଘାଟନ ଅବସରରେ ବିଧାୟକ ଉପସ୍ଥିତ ଥିଲେ । ସେ କହିଛନ୍ତି ଯେ ଅଞ୍ଚଳର ସର୍ବାଙ୍ଗୀନ ବିକାଶ ପାଇଁ ସରକାର ପ୍ରତିଶ୍ରୁତିବଦ୍ଧ । ଆଗାମୀ ଦିନରେ ଆହୁରି ଅନେକ ରାସ୍ତା ନିର୍ମାଣ କରାଯିବ । ନିକାଶୀ ବ୍ୟବସ୍ଥା ମଧ୍ୟ ଉନ୍ନତ କରାଯିବ ବୋଲି ସେ ଆଶ୍ୱାସନା ଦେଇଥିଲେ । (534, 1172, 664, 1308)
paragraph: ଭାଗବତର ଭାଷା ଓ ଆଧାର ଉପରେ ଏହି ସଭାରେ ଦୀର୍ଘ ସମୟ ଧରି ଚର୍ଚ୍ଚା ହୋଇଥିଲା । ଜଗନ୍ନାଥ ସଂସ୍କୃତି ଅନୁପ୍ରେରଣା ଭିତ୍ତିକ ସମସ୍ତ କାର୍ଯ୍ୟକ୍ରମ କରିବାକୁ ସ୍ଥିର କରିଥିଲା । ଗୀତା, ଭାଗବତ ଓ ଜଗନ୍ନାଥ ସଂସ୍କୃତି ମଧ୍ୟରେ ଥିବା ନିବିଡ଼ ସମ୍ପର୍କ ଉପରେ ଏହି ବୈଠକରେ ଆଲୋଚନା କରାଯାଇଥିଲା । ପରିଷଦ ଆଗାମୀ ଦିନରେ ରାଜ୍ୟର ବିଭିନ୍ନ ସ୍ଥାନରେ ସମ୍ମିଳନୀ ଆୟୋଜନ କରିବ । ଗବେଷଣା ଭିତ୍ତିକ ପୁସ୍ତକ ପ୍ରକାଶନ ପାଇଁ ମଧ୍ୟ ବ୍ୟବସ୍ଥା କରାଯିବ ବୋଲି ସଭାପତି ଜଣାଇଥିଲେ । (756, 143, 925, 326)
paragraph: ଦିଲ୍ଲୀ ତରଫରୁ ପୃଥ୍ୱୀ ଶ ଏବଂ ଡେଭିଡ ୱାର୍ନର ଇନିଂସ ଆରମ୍ଭ କରିଥିଲେ । ୱାର୍ନର ୩୭ ବଲରୁ ୫୩ ରନର ଇନିଂସ ଖେଳିଥିଲେ । ଅକ୍ଷର ପଟେଲ ୨୪ ରନ ଯୋଗ କରିଥିଲେ । ଗୁଜରାଟ ତରଫରୁ ରାଶିଦ ଖାନ ୨ ୱିକେଟ, ମୋହିତ ଶର୍ମା ୨ ୱିକେଟ ନେଇଥିଲେ । ଏହି ଜିତ ସହିତ ଗୁଜରାଟ ପଏଣ୍ଟ ତାଲିକାରେ ଶୀର୍ଷକୁ ଉଠି ଆସିଛି । ମ୍ୟାନ ଅଫ ଦି ମ୍ୟାଚ ପୁରସ୍କାର ରାଶିଦ ଖାନଙ୍କୁ ପ୍ରଦାନ କରାଯାଇଥିଲା । (1142, 322, 1317, 457)
zone-lower-right (967, 1134, 1522, 1811)
article-gita-col4 (570, 362, 745, 580)
column-divider (945, 72, 947, 792)
blood-donation-photo (581, 842, 939, 985)
yellow-mark (1290, 2357, 1296, 2383)
paragraph: ଦଣ୍ଡ ନାଚ ଓଡ଼ିଶାର ଏକ ପ୍ରାଚୀନ ଲୋକକଳା । ଚୈତ୍ର ମାସରେ ଏହି ନୃତ୍ୟ ପରିବେଷଣ କରାଯାଏ । ଏହି ପରମ୍ପରାକୁ ବଞ୍ଚାଇ ରଖିବା ପାଇଁ ସମସ୍ତେ ଆଗେଇ ଆସିବା ଉଚିତ ବୋଲି ବକ୍ତାମାନେ କହିଥିଲେ । ସ୍ଥାନୀୟ ଜନପ୍ରତିନିଧି ଏବଂ ବିଶିଷ୍ଟ ବ୍ୟକ୍ତିମାନେ ଏଥିରେ ଯୋଗ ଦେଇ ଦଣ୍ଡୁଆମାନଙ୍କୁ ସମ୍ମାନିତ କରିଥିଲେ । (1338, 1343, 1512, 1464)
paragraph: ଗୀତା ଓ ପାଠକୁ ଲୋକ ଲୋକିତ କରିବା, ସାହିତ୍ୟ ରାଜ୍ୟର ପ୍ରତି ଜିଲ୍ଲା ଶ୍ରୀମଦ ଭାଗବତ ଗୀତା ଓ ଭାଗବତର ପ୍ରଚାର ଏବଂ ପ୍ରସାର କରିବା ପାଇଁ ସଂକଳ୍ପ ନିଆଯାଇଥିଲା । ପ୍ରତ୍ୟେକ ଗାଁରେ ଗୀତା ପାଠ କେନ୍ଦ୍ର ଖୋଲିବା ପାଇଁ ନିଷ୍ପତ୍ତି ନିଆଯାଇଥିଲା । ଏଥିସହ ବିଦ୍ୟାଳୟ ପିଲାମାନଙ୍କୁ ଗୀତା ଶିକ୍ଷା ଦେବା ପାଇଁ ବ୍ୟବସ୍ଥା କରାଯିବ ବୋଲି ସ୍ଥିର କରାଯାଇଥିଲା । ପରିଷଦର ବାର୍ଷିକ ସମ୍ମିଳନୀ ଆସନ୍ତା ମାସରେ ଅନୁଷ୍ଠିତ ହେବ ବୋଲି ଜଣାଯାଇଛି । ଏହି ବୈଠକରେ ଉପସ୍ଥିତ ସମସ୍ତଙ୍କୁ ଧନ୍ୟବାଦ ଦିଆଯାଇଥିଲା । ତାରିଖଟି ୨୦୨୩ (383, 363, 558, 546)
paragraph: ବିଭିନ୍ନ ବୁଥ ସ୍ତରରେ ମଧ୍ୟ କାର୍ଯ୍ୟକ୍ରମ ଅନୁଷ୍ଠିତ ହୋଇଥିଲା । ଦଳୀୟ କର୍ମୀମାନେ ବହୁ ସଂଖ୍ୟାରେ ଯୋଗ ଦେଇଥିଲେ । (674, 1570, 804, 1628)
paragraph: ଏହା ଏକ ପ୍ରୟାସ ଯେଉଁ ଅନ୍ତେବାସୀ ମହିଳାଙ୍କୁ ଆତ୍ମନିର୍ଭରଶୀଳ କରିବାରେ ସହାୟକ ହେବ ବୋଲି ଆୟୋଜକମାନେ କହିଛନ୍ତି । ସଂଘର ସଭାପତି କହିଛନ୍ତି ଯେ ଆଗାମୀ ଦିନରେ ଏହିପରି ଅଧିକ କାର୍ଯ୍ୟକ୍ରମ ଆୟୋଜନ କରାଯିବ । ଫୁଡ଼ ଫେଷ୍ଟିଭାଲରୁ ସଂଗୃହୀତ ଅର୍ଥ ଅନ୍ତେବାସୀଙ୍କ କଲ୍ୟାଣରେ ବ୍ୟୟ କରାଯିବ । ସ୍ଥାନୀୟ ପ୍ରଶାସନିକ ଅଧିକାରୀମାନେ ମଧ୍ୟ ଏହି କାର୍ଯ୍ୟକ୍ରମରେ ଯୋଗ ଦେଇ ମହିଳାମାନଙ୍କୁ ଉତ୍ସାହିତ କରିଥିଲେ । (967, 812, 1333, 948)
article-bjp (395, 1538, 949, 1663)
cmyk-marks-4 (1273, 2357, 1305, 2383)
article-service-road-col4 (814, 1170, 944, 1343)
article-nabarsha (16, 1383, 376, 1762)
magenta-mark (913, 2357, 919, 2383)
article-nabaghana-col3 (1338, 1341, 1511, 1467)
section-divider (967, 1585, 1522, 1587)
black-mark (44, 2357, 50, 2383)
section-divider (955, 500, 1518, 502)
article-bajra-headline: ବଜ୍ରାଘାତରେ ଧାନ ଜମିରେ ଟଳି ପଡ଼ିଲେ ଚାଷୀ (1061, 510, 1412, 534)
column-divider (957, 1134, 959, 1811)
paragraph: ନୟାଗଡ଼, ୮ (ନି.ପ୍ର): ନୟାଗଡ଼ ଜିଲ୍ଲା ନବଘନପୁର ଠାରେ ପାରମ୍ପରିକ ଦଣ୍ଡନୃତ୍ୟ ମେଳଣ ଅନୁଷ୍ଠିତ ହୋଇଯାଇଛି । ଏହି ପାରମ୍ପରିକ ମେଳଣକୁ ଦେଖିବା ପାଇଁ ହଜାରେ ହଜାରେ ଲୋକ ଏକତ୍ରିତ ହୋଇଥିଲେ । (967, 1169, 1142, 1243)
article-ramleela-col4 (814, 1394, 944, 1519)
section-divider (395, 1351, 949, 1352)
article-food-col1 (955, 682, 1223, 792)
